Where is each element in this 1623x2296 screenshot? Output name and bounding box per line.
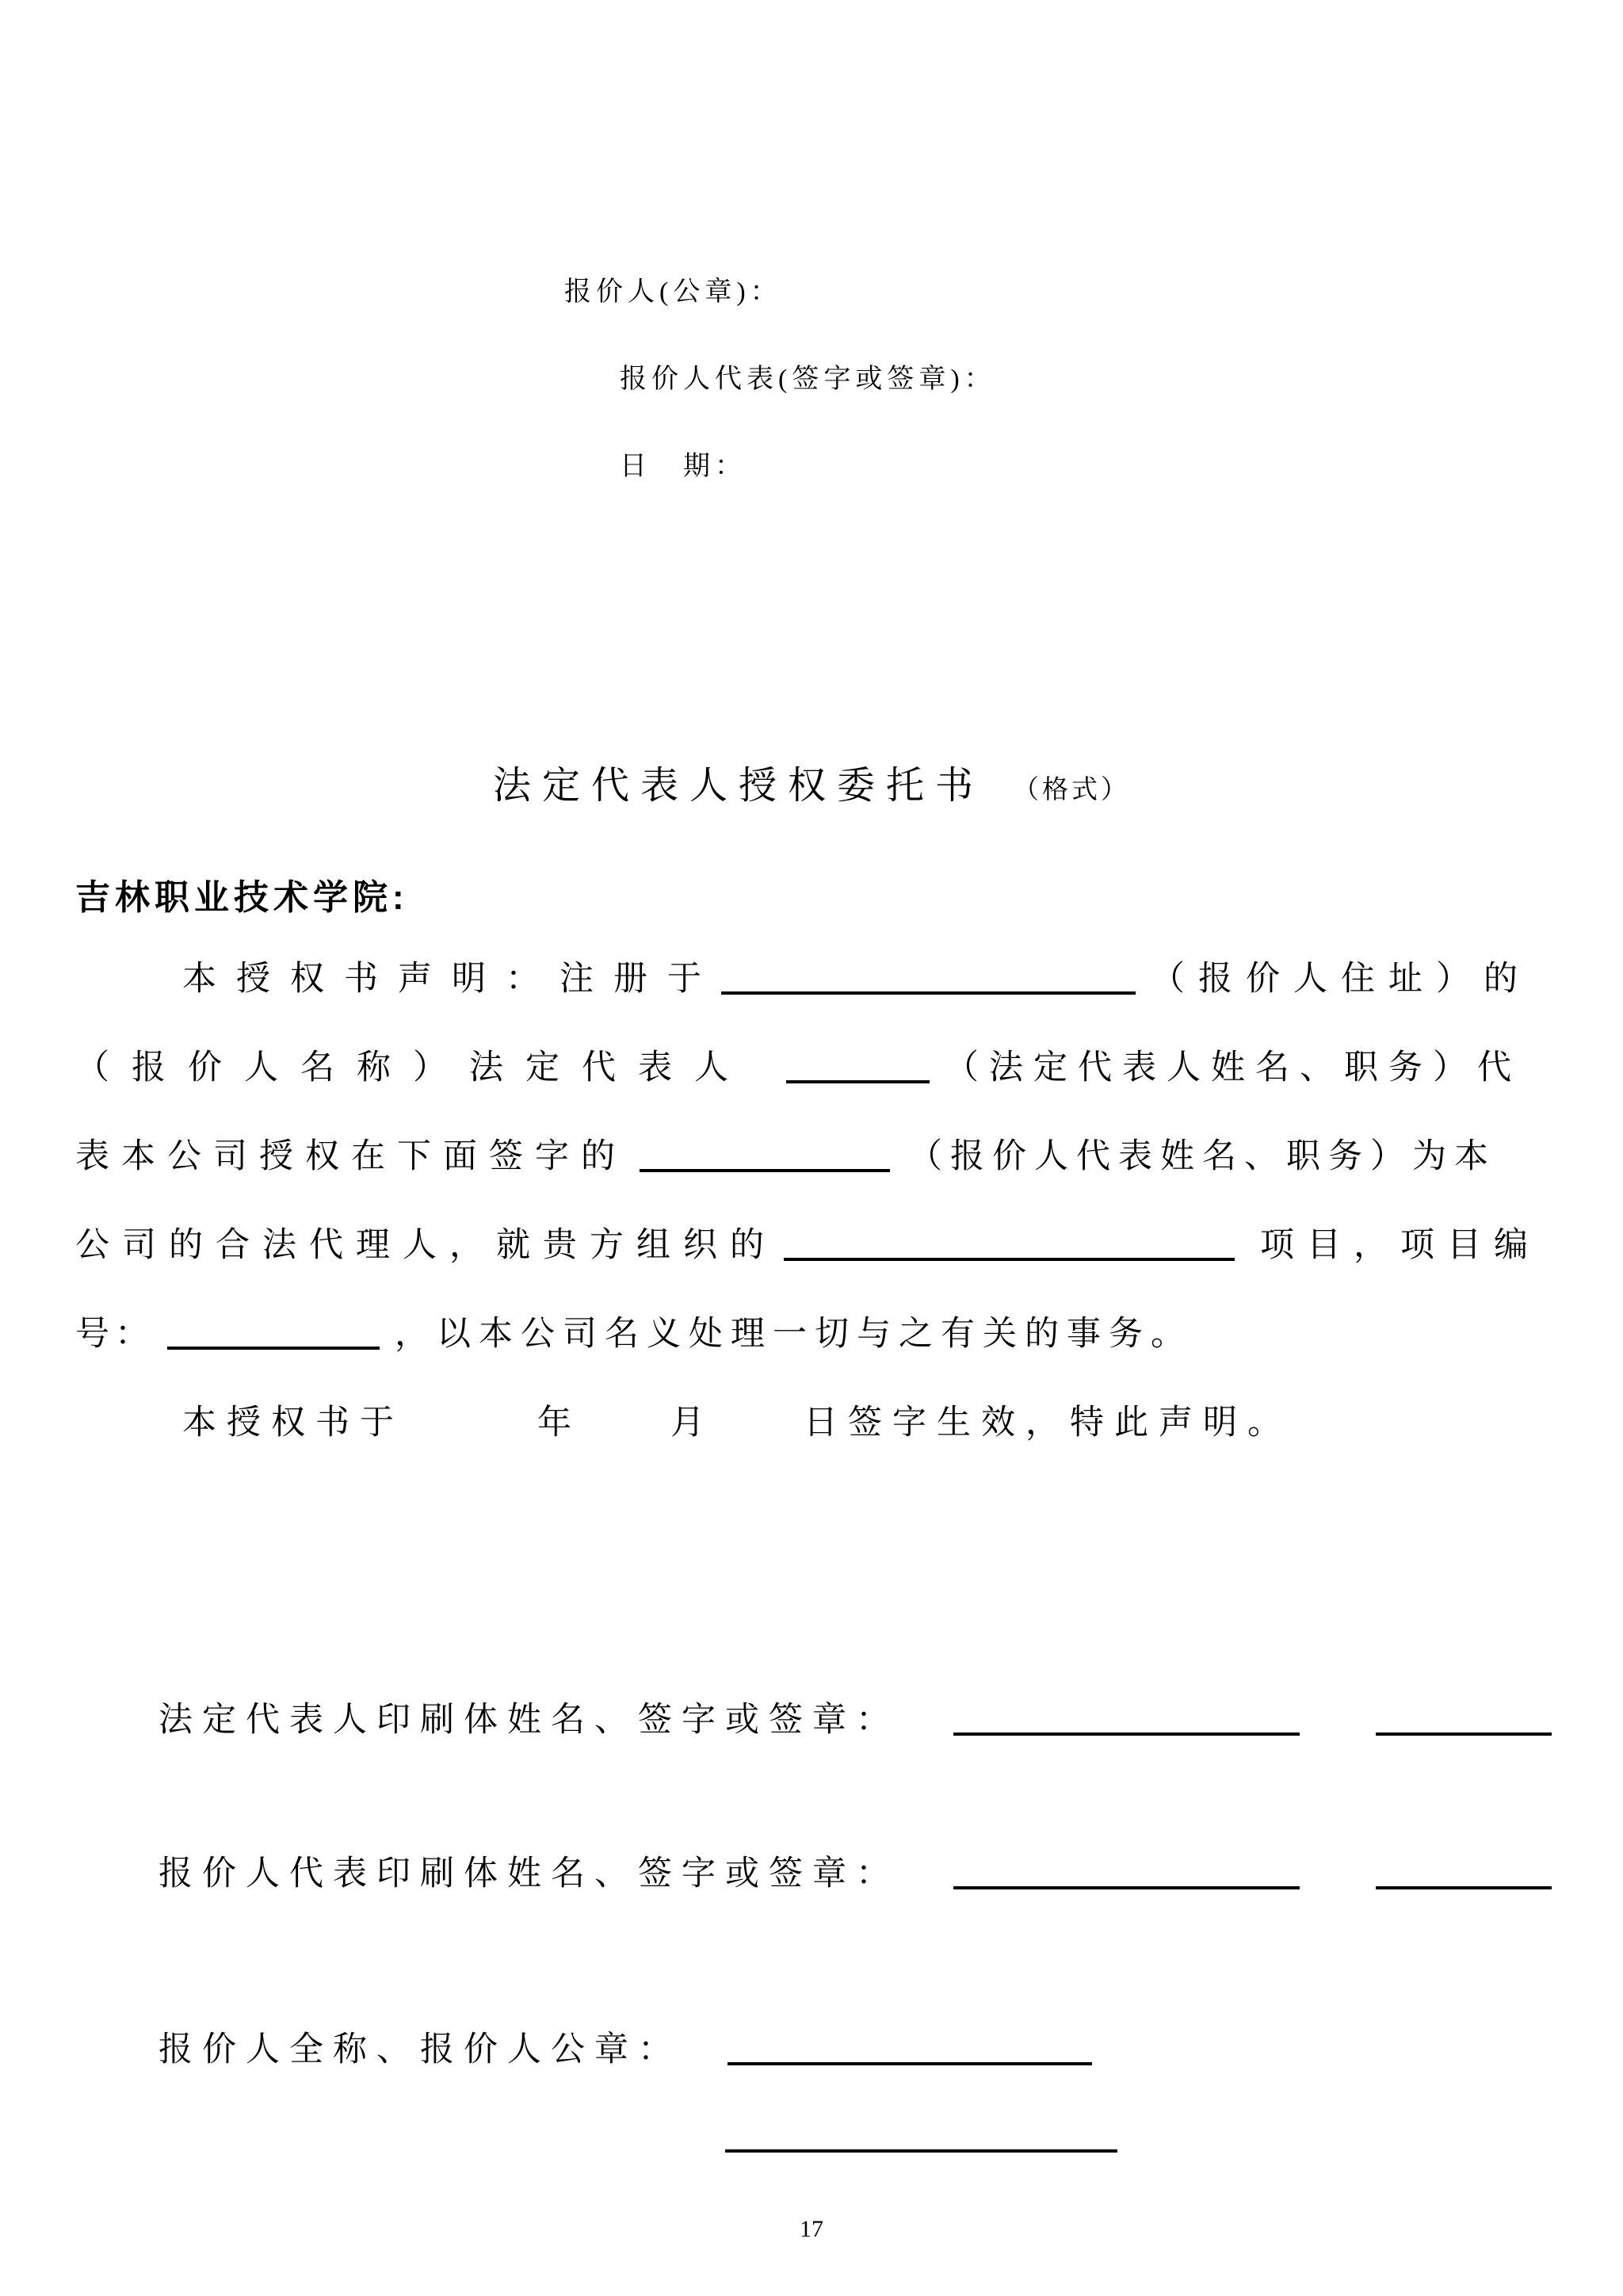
body-text: （报价人名称）法定代表人 xyxy=(75,1049,750,1087)
body-text: 本授权书声明：注册于 xyxy=(182,961,721,998)
body-text: （报价人住址）的 xyxy=(1151,961,1531,998)
fill-in-blank xyxy=(953,1852,1300,1889)
document-title: 法定代表人授权委托书 xyxy=(492,765,984,807)
legal-rep-signature-line xyxy=(158,1693,1552,1741)
format-note: （格式） xyxy=(1013,776,1130,804)
date-line: 日 期： xyxy=(620,452,747,481)
fill-in-blank xyxy=(953,1698,1300,1736)
document-title-row xyxy=(0,755,1623,809)
body-line xyxy=(75,1290,1589,1379)
body-text: 号： xyxy=(75,1316,155,1353)
body-line xyxy=(75,1024,1589,1113)
body-line xyxy=(75,1379,1589,1468)
bidder-name-seal-line xyxy=(158,2023,1092,2071)
body-text: 项目，项目编 xyxy=(1260,1227,1541,1264)
body-text: （报价人代表姓名、职务）为本 xyxy=(908,1138,1496,1175)
fill-in-blank xyxy=(727,2028,1092,2065)
fill-in-blank xyxy=(1376,1698,1552,1736)
fill-in-blank xyxy=(640,1135,890,1172)
body-line xyxy=(75,935,1589,1024)
body-line xyxy=(75,1113,1589,1201)
fill-in-blank xyxy=(721,957,1136,995)
authorization-body xyxy=(75,935,1589,1468)
signature-label: 报价人全称、报价人公章： xyxy=(158,2031,682,2069)
body-text: 表本公司授权在下面签字的 xyxy=(75,1138,627,1175)
body-text: （法定代表人姓名、职务）代 xyxy=(945,1049,1522,1087)
fill-in-blank xyxy=(167,1312,380,1350)
fill-in-blank xyxy=(786,1046,930,1083)
body-line xyxy=(75,1201,1589,1290)
signature-label: 报价人代表印刷体姓名、签字或签章： xyxy=(158,1855,899,1893)
fill-in-blank xyxy=(725,2149,1117,2153)
fill-in-blank xyxy=(1376,1852,1552,1889)
body-text: ，以本公司名义处理一切与之有关的事务。 xyxy=(395,1316,1193,1353)
salutation: 吉林职业技术学院: xyxy=(75,878,409,917)
fill-in-blank xyxy=(784,1224,1235,1261)
page-number: 17 xyxy=(800,2216,823,2242)
bidder-rep-sign-line: 报价人代表(签字或签章)： xyxy=(620,365,996,394)
bidder-seal-line: 报价人(公章)： xyxy=(564,277,782,307)
bidder-rep-signature-line xyxy=(158,1847,1552,1895)
body-text: 公司的合法代理人，就贵方组织的 xyxy=(75,1227,777,1264)
signature-label: 法定代表人印刷体姓名、签字或签章： xyxy=(158,1702,899,1739)
body-text: 本授权书于 年 月 日签字生效，特此声明。 xyxy=(182,1404,1292,1442)
